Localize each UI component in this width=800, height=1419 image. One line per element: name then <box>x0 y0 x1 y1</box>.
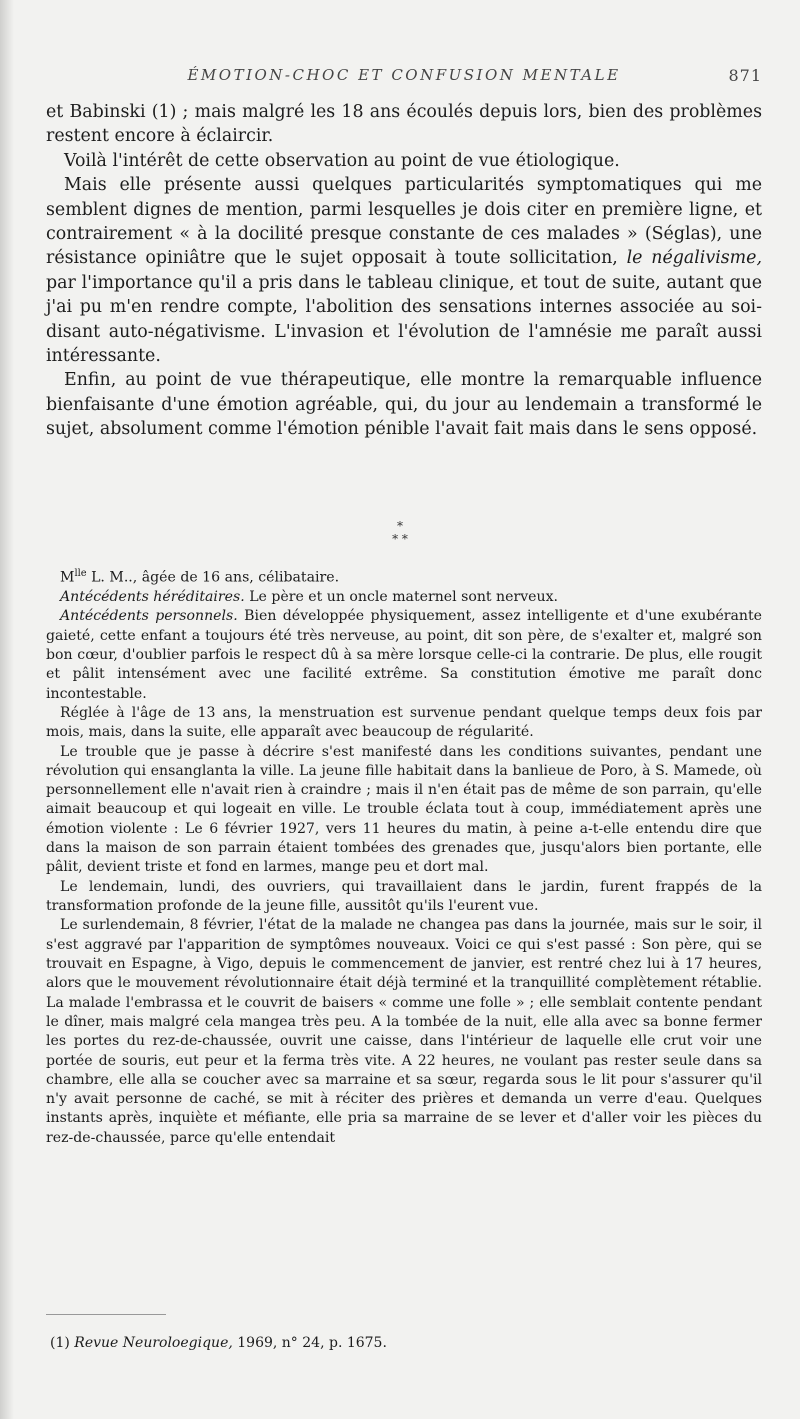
hereditary-label: Antécédents héréditaires. <box>60 589 245 605</box>
running-header: ÉMOTION-CHOC ET CONFUSION MENTALE <box>187 66 621 84</box>
paragraph-therapeutique: Enfin, au point de vue thérapeutique, elle montre la remarquable influence bienfaisante d'une émotion agréable, qui, du jour au lendemain a transformé le sujet, absolument comme l'émotion pénible l'avait fait mais dans le sens opposé. <box>46 370 762 440</box>
footnote-ref: 1969, n° 24, p. 1675. <box>237 1335 387 1351</box>
symptomes-text-end: par l'importance qu'il a pris dans le tableau clinique, et tout de suite, autant que j'ai pu m'en rendre compte, l'abolition des sensations internes associée au soi-disant auto-négativisme. L'invasion et l'évolution de l'amnésie me paraît aussi intéressante. <box>46 272 762 367</box>
paragraph-continuation: et Babinski (1) ; mais malgré les 18 ans écoulés depuis lors, bien des problèmes restent encore à éclaircir. <box>46 102 762 147</box>
binding-shadow <box>0 0 14 1419</box>
paragraph-symptomes <box>46 173 762 368</box>
patient-text: L. M.., âgée de 16 ans, célibataire. <box>91 569 340 586</box>
main-text <box>46 100 762 442</box>
patient-sup: lle <box>74 568 87 579</box>
paragraph-trouble: Le trouble que je passe à décrire s'est manifesté dans les conditions suivantes, pendant une révolution qui ensanglanta la ville. La jeune fille habitait dans la banlieue de Poro, à S. Mamede, où personnellement elle n'avait rien à craindre ; mais il n'en était pas de même de son parrain, qu'elle aimait beaucoup et qui logeait en ville. Le trouble éclata tout à coup, immédiatement après une émotion violente : Le 6 février 1927, vers 11 heures du matin, à peine a-t-elle entendu dire que dans la maison de son parrain étaient tombées des grenades que, jusqu'alors bien portante, elle pâlit, devient triste et fond en larmes, mange peu et dort mal. <box>46 743 762 876</box>
footnote <box>50 1334 750 1352</box>
paragraph-surlendemain: Le surlendemain, 8 février, l'état de la malade ne changea pas dans la journée, mais sur le soir, il s'est aggravé par l'apparition de symptômes nouveaux. Voici ce qui s'est passé : Son père, qui se trouvait en Espagne, à Vigo, depuis le commencement de janvier, est rentré chez lui à 17 heures, alors que le mouvement révolutionnaire était déjà terminé et la tranquillité complètement rétablie. La malade l'embrassa et le couvrit de baisers « comme une folle » ; elle semblait contente pendant le dîner, mais malgré cela mangea très peu. A la tombée de la nuit, elle alla avec sa bonne fermer les portes du rez-de-chaussée, ouvrit une caisse, dans l'intérieur de laquelle elle crut voir une portée de souris, eut peur et la ferma très vite. A 22 heures, ne voulant pas rester seule dans sa chambre, elle alla se coucher avec sa marraine et sa sœur, regarda sous le lit pour s'assurer qu'il n'y avait personne de caché, se mit à réciter des prières et demanda un verre d'eau. Quelques instants après, inquiète et méfiante, elle pria sa marraine de se lever et d'aller voir les pièces du rez-de-chaussée, parce qu'elle entendait <box>46 917 762 1146</box>
hereditary-text: Le père et un oncle maternel sont nerveux. <box>249 589 559 605</box>
footnote-rule <box>46 1314 166 1315</box>
paragraph-lendemain: Le lendemain, lundi, des ouvriers, qui travaillaient dans le jardin, furent frappés de la transformation profonde de la jeune fille, aussitôt qu'ils l'eurent vue. <box>46 878 762 914</box>
case-report <box>46 564 762 1148</box>
personal-text: Bien développée physiquement, assez intelligente et d'une exubérante gaieté, cette enfant a toujours été très nerveuse, au point, dit son père, de s'exalter et, malgré son bon cœur, d'oublier parfois le respect dû à sa mère lorsque celle-ci la contrarie. De plus, elle rougit et pâlit intensément avec une facilité extrême. Sa constitution émotive me paraît donc incontestable. <box>46 608 763 702</box>
paragraph-etiologie: Voilà l'intérêt de cette observation au point de vue étiologique. <box>64 150 620 171</box>
patient-prefix: M <box>60 569 75 586</box>
patient-line <box>46 564 762 588</box>
hereditary-history <box>46 588 762 607</box>
asterism-bottom: * * <box>392 532 408 546</box>
personal-history <box>46 607 762 704</box>
asterism <box>0 520 800 546</box>
asterism-top: * <box>397 519 403 533</box>
paragraph-reglee: Réglée à l'âge de 13 ans, la menstruation est survenue pendant quelque temps deux fois par mois, mais, dans la suite, elle apparaît avec beaucoup de régularité. <box>46 704 762 741</box>
page-number: 871 <box>728 66 762 85</box>
negativisme-term: le négalivisme, <box>626 248 762 269</box>
personal-label: Antécédents personnels. <box>60 608 238 625</box>
symptomes-text: Mais elle présente aussi quelques particularités symptomatiques qui me semblent dignes de mention, parmi lesquelles je dois citer en première ligne, et contrairement « à la docilité presque constante de ces malades » (Séglas), une résistance opiniâtre que le sujet opposait à toute sollicitation, <box>46 175 762 269</box>
footnote-journal: Revue Neuroloegique, <box>74 1335 233 1351</box>
footnote-marker: (1) <box>50 1335 70 1351</box>
